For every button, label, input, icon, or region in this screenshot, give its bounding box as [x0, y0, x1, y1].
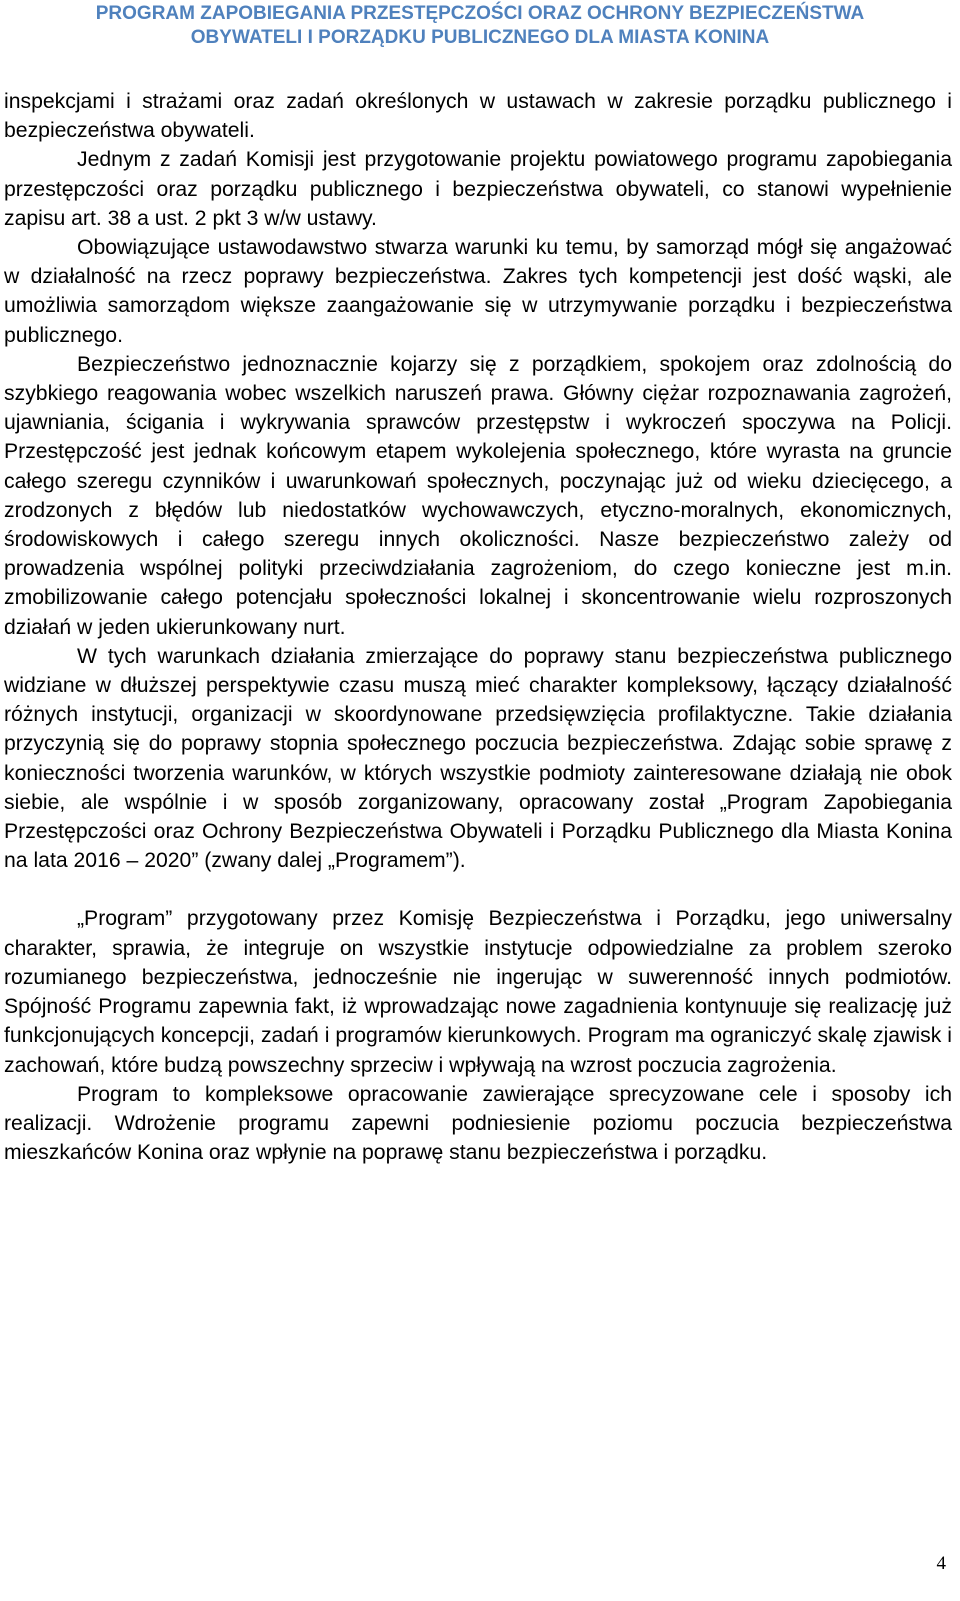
header-line-2: OBYWATELI I PORZĄDKU PUBLICZNEGO DLA MIASTA KONINA — [190, 27, 770, 48]
document-body — [4, 87, 952, 1167]
paragraph-legislation: Obowiązujące ustawodawstwo stwarza warunki ku temu, by samorząd mógł się angażować w działalność na rzecz poprawy bezpieczeństwa. Zakres tych kompetencji jest dość wąski, ale umożliwia samorządom większe zaangażowanie się w utrzymywanie porządku i bezpieczeństwa publicznego. — [4, 236, 952, 347]
paragraph-safety: Bezpieczeństwo jednoznacznie kojarzy się z porządkiem, spokojem oraz zdolnością do szybkiego reagowania wobec wszelkich naruszeń prawa. Główny ciężar rozpoznawania zagrożeń, ujawniania, ścigania i wykrywania sprawców przestępstw i wykroczeń spoczywa na Policji. Przestępczość jest jednak końcowym etapem wykolejenia społecznego, które wyrasta na gruncie całego szeregu czynników i uwarunkowań społecznych, poczynając już od wieku dziecięcego, a zrodzonych z błędów lub niedostatków wychowawczych, etyczno-moralnych, ekonomicznych, środowiskowych i całego szeregu innych okoliczności. Nasze bezpieczeństwo zależy od prowadzenia wspólnej polityki przeciwdziałania zagrożeniom, do czego konieczne jest m.in. zmobilizowanie całego potencjału społeczności lokalnej i skoncentrowanie wielu rozproszonych działań w jeden ukierunkowany nurt. — [4, 352, 952, 639]
page-number: 4 — [936, 1553, 946, 1574]
paragraph-program-character: „Program” przygotowany przez Komisję Bezpieczeństwa i Porządku, jego uniwersalny charakter, sprawia, że integruje on wszystkie instytucje odpowiedzialne za problem szeroko rozumianego bezpieczeństwa, jednocześnie nie ingerując w suwerenność innych podmiotów. Spójność Programu zapewnia fakt, iż wprowadzając nowe zagadnienia kontynuuje się realizację już funkcjonujących koncepcji, zadań i programów kierunkowych. Program ma ograniczyć skalę zjawisk i zachowań, które budzą powszechny sprzeciw i wpływają na wzrost poczucia zagrożenia. — [4, 907, 952, 1077]
paragraph-program-goals: Program to kompleksowe opracowanie zawierające sprecyzowane cele i sposoby ich realizacji. Wdrożenie programu zapewni podniesienie poziomu poczucia bezpieczeństwa mieszkańców Konina oraz wpłynie na poprawę stanu bezpieczeństwa i porządku. — [4, 1082, 952, 1165]
header-line-1: PROGRAM ZAPOBIEGANIA PRZESTĘPCZOŚCI ORAZ OCHRONY BEZPIECZEŃSTWA — [95, 3, 865, 24]
paragraph-continuation: inspekcjami i strażami oraz zadań określonych w ustawach w zakresie porządku publicznego i bezpieczeństwa obywateli. — [4, 90, 952, 143]
paragraph-conditions: W tych warunkach działania zmierzające do poprawy stanu bezpieczeństwa publicznego widziane w dłuższej perspektywie czasu muszą mieć charakter kompleksowy, łączący działalność różnych instytucji, organizacji w skoordynowane przedsięwzięcia profilaktyczne. Takie działania przyczynią się do poprawy stopnia społecznego poczucia bezpieczeństwa. Zdając sobie sprawę z konieczności tworzenia warunków, w których wszystkie podmioty zainteresowane działają nie obok siebie, ale wspólnie i w sposób zorganizowany, opracowany został „Program Zapobiegania Przestępczości oraz Ochrony Bezpieczeństwa Obywateli i Porządku Publicznego dla Miasta Konina na lata 2016 – 2020” (zwany dalej „Programem”). — [4, 644, 952, 873]
document-header — [0, 2, 960, 50]
paragraph-commission-task: Jednym z zadań Komisji jest przygotowanie projektu powiatowego programu zapobiegania przestępczości oraz porządku publicznego i bezpieczeństwa obywateli, co stanowi wypełnienie zapisu art. 38 a ust. 2 pkt 3 w/w ustawy. — [4, 148, 952, 230]
